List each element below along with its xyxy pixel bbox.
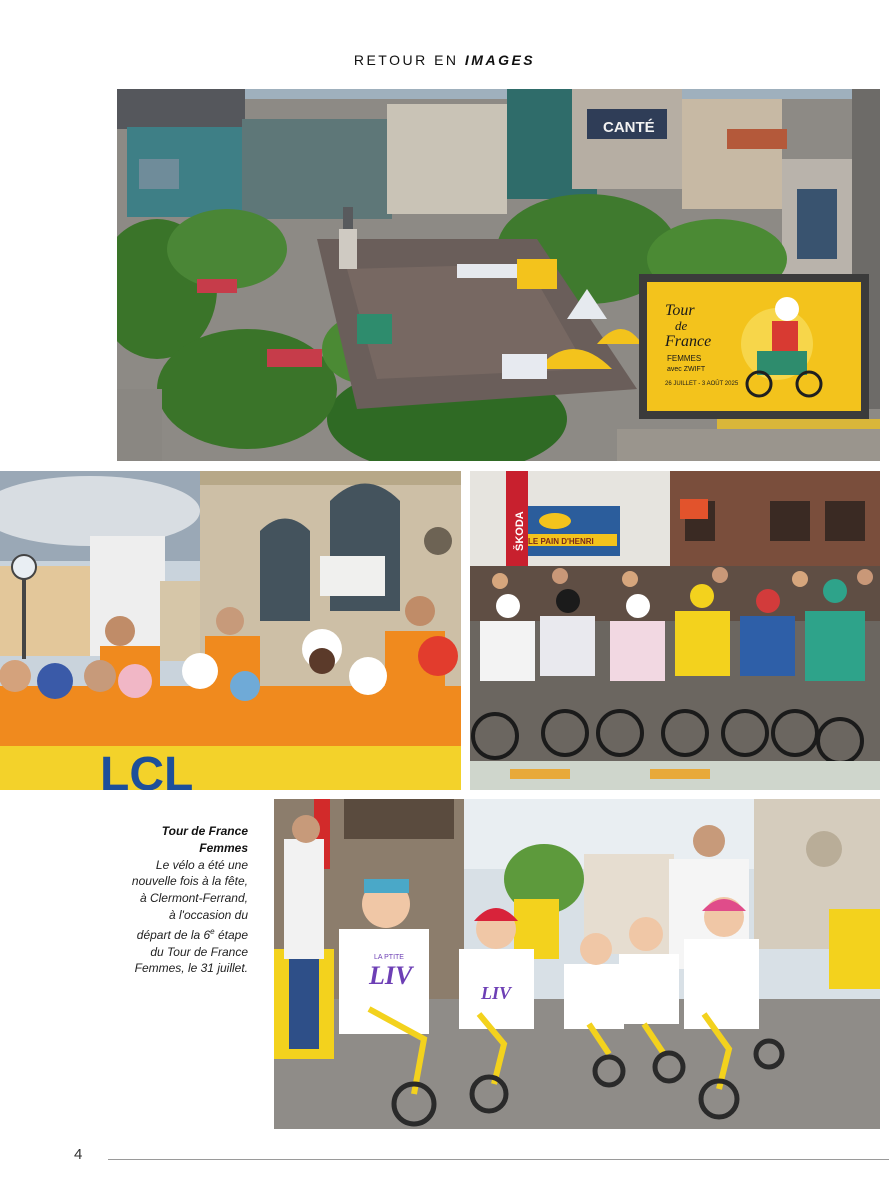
photo-square-aerial [117, 89, 880, 461]
billboard-line-1: Tour [665, 302, 695, 319]
caption-line-5b: étape [214, 927, 248, 942]
page-number: 4 [74, 1146, 83, 1163]
storefront-sign: CANTÉ [603, 119, 655, 136]
billboard-line-3: France [665, 333, 712, 350]
caption-line-6: du Tour de France [150, 944, 248, 959]
shirt-logo-small: LIV [481, 983, 512, 1003]
caption-line-4: à l'occasion du [168, 907, 248, 922]
peloton-illustration [470, 471, 880, 790]
photo-peloton-start [470, 471, 880, 790]
square-aerial-illustration [117, 89, 880, 461]
footer-rule [108, 1159, 889, 1160]
billboard-sub-2: avec ZWIFT [667, 366, 706, 373]
photo-caption [100, 823, 248, 977]
caption-line-5a: départ de la 6 [136, 927, 211, 942]
caption-title-line-2: Femmes [199, 840, 248, 855]
caption-line-3: à Clermont-Ferrand, [139, 891, 248, 906]
barrier-text: LCL [100, 748, 194, 790]
shop-sign: LE PAIN D'HENRI [528, 537, 594, 546]
caption-line-2: nouvelle fois à la fête, [131, 874, 248, 889]
section-header-emphasis: IMAGES [464, 52, 536, 68]
photo-kids-balance-bikes [274, 799, 880, 1129]
sponsor-banner: ŠKODA [514, 511, 526, 551]
shirt-logo-sub: LA PTITE [374, 954, 404, 961]
billboard-dates: 26 JUILLET - 3 AOÛT 2025 [665, 381, 739, 387]
shirt-logo: LIV [369, 961, 413, 990]
caption-line-1: Le vélo a été une [155, 857, 248, 872]
caption-line-7: Femmes, le 31 juillet. [134, 961, 248, 976]
photo-spectators-children [0, 471, 461, 790]
caption-title-line-1: Tour de France [161, 824, 248, 838]
section-header-prefix: RETOUR EN [353, 52, 459, 68]
section-header [0, 52, 889, 68]
billboard-line-2: de [675, 318, 688, 333]
billboard-sub-1: FEMMES [667, 354, 702, 363]
caption-line-5-sup: e [210, 926, 215, 936]
spectators-illustration [0, 471, 461, 790]
kids-illustration [274, 799, 880, 1129]
